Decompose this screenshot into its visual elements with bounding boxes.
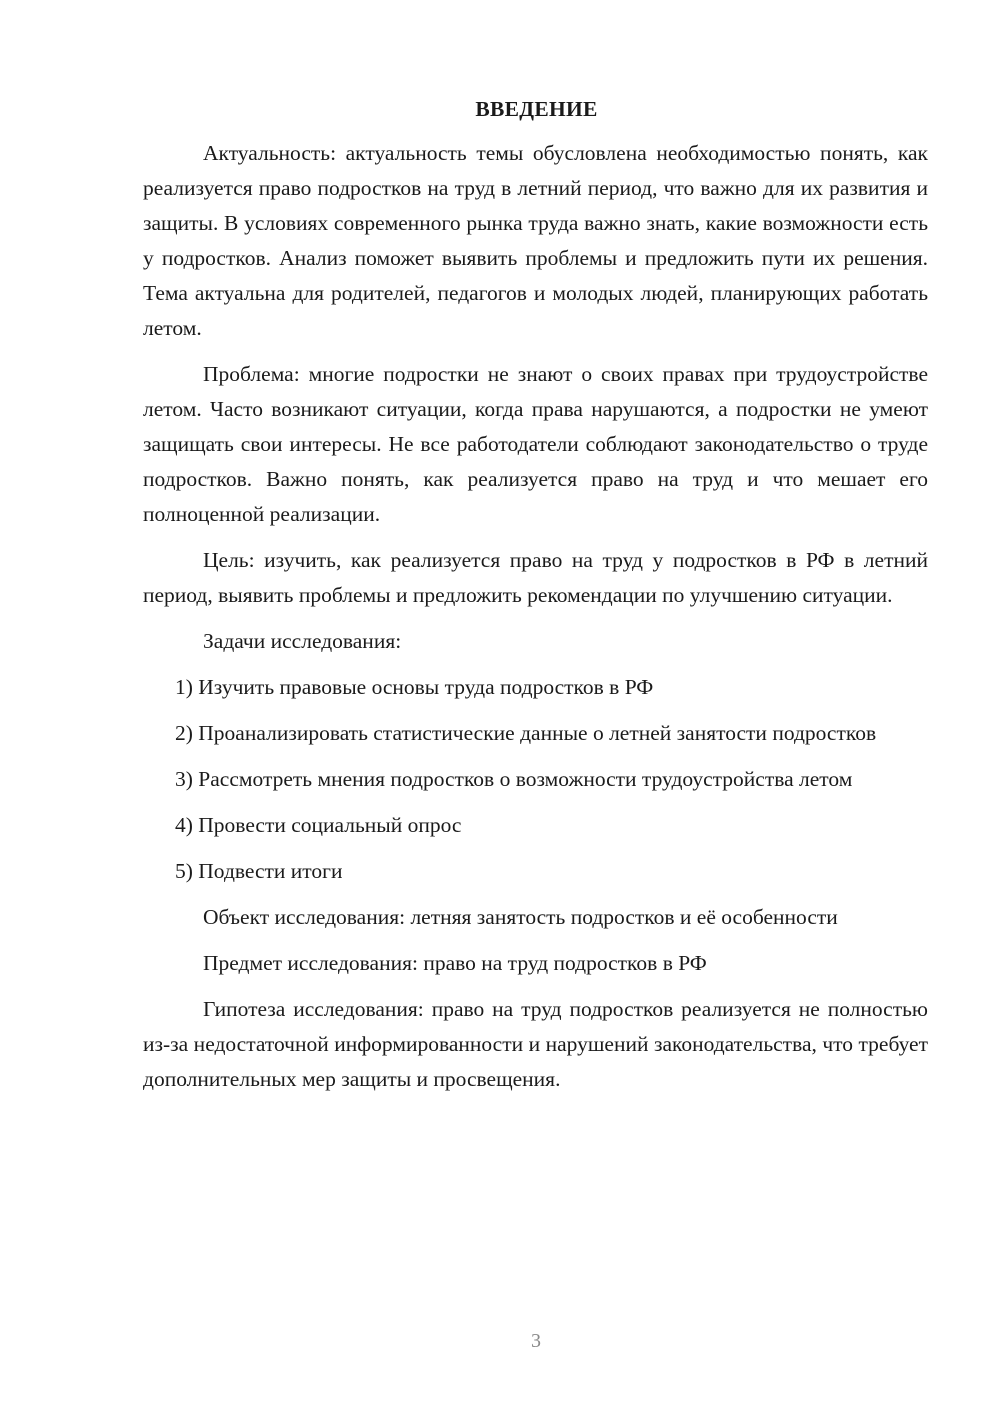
page-number: 3 (531, 1330, 541, 1352)
hypothesis-paragraph: Гипотеза исследования: право на труд подростков реализуется не полностью из-за недостаточной информированности и нарушений законодательства, что требует дополнительных мер защиты и просвещения. (143, 997, 928, 1091)
task-item: 5) Подвести итоги (175, 859, 343, 883)
task-item: 4) Провести социальный опрос (175, 813, 462, 837)
goal-paragraph: Цель: изучить, как реализуется право на труд у подростков в РФ в летний период, выявить проблемы и предложить рекомендации по улучшению ситуации. (143, 548, 928, 607)
task-item: 3) Рассмотреть мнения подростков о возможности трудоустройства летом (175, 767, 853, 791)
page-title: ВВЕДЕНИЕ (475, 97, 598, 121)
subject-paragraph: Предмет исследования: право на труд подростков в РФ (203, 951, 707, 975)
task-item: 1) Изучить правовые основы труда подростков в РФ (175, 675, 654, 699)
tasks-title: Задачи исследования: (203, 629, 402, 653)
problem-paragraph: Проблема: многие подростки не знают о своих правах при трудоустройстве летом. Часто возникают ситуации, когда права нарушаются, а подростки не умеют защищать свои интересы. Не все работодатели соблюдают законодательство о труде подростков. Важно понять, как реализуется право на труд и что мешает его полноценной реализации. (143, 362, 928, 526)
object-paragraph: Объект исследования: летняя занятость подростков и её особенности (203, 905, 838, 929)
task-item: 2) Проанализировать статистические данные о летней занятости подростков (175, 721, 877, 745)
document-page (143, 92, 928, 1108)
relevance-paragraph: Актуальность: актуальность темы обусловлена необходимостью понять, как реализуется право подростков на труд в летний период, что важно для их развития и защиты. В условиях современного рынка труда важно знать, какие возможности есть у подростков. Анализ поможет выявить проблемы и предложить пути их решения. Тема актуальна для родителей, педагогов и молодых людей, планирующих работать летом. (143, 141, 928, 340)
